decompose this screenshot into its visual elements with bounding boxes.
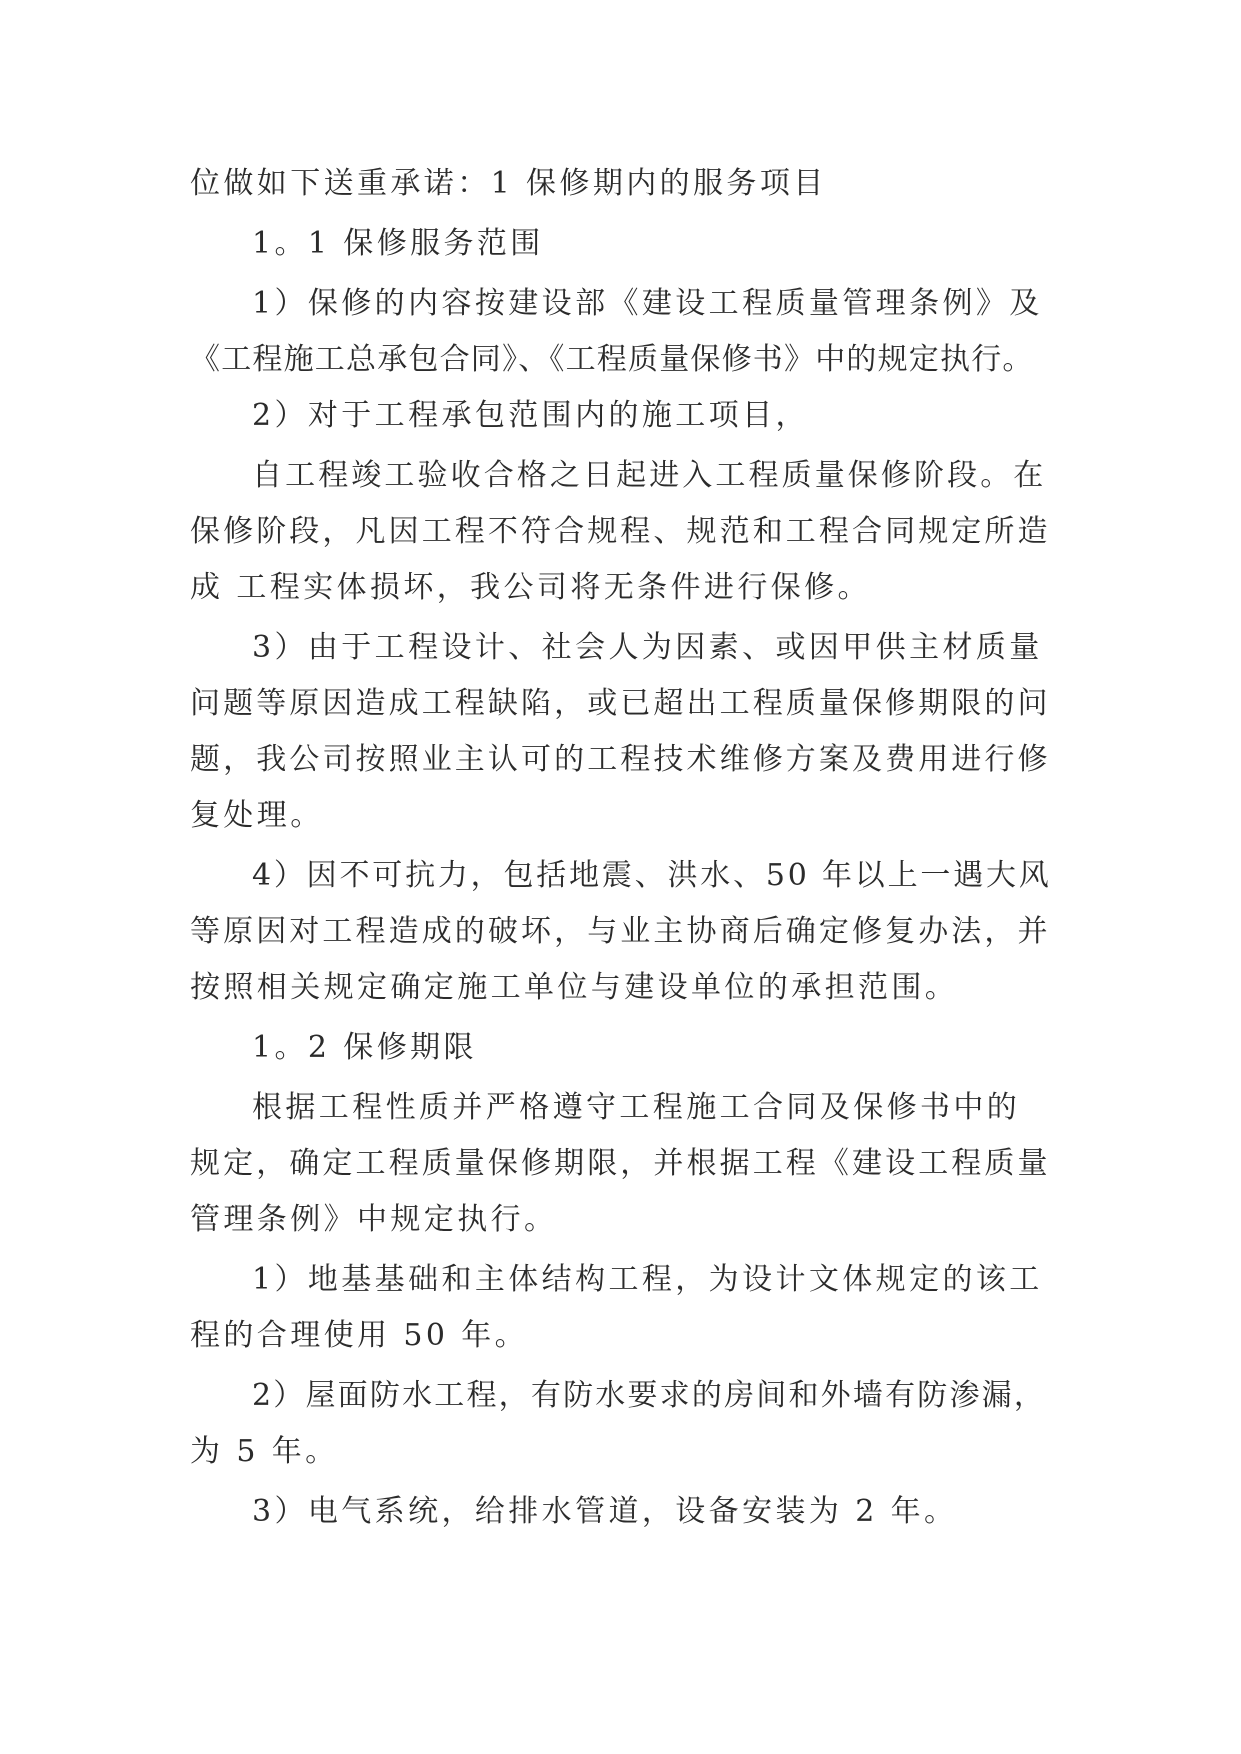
text-line-21: 程的合理使用 50 年。 bbox=[190, 1318, 529, 1353]
text-line-23: 为 5 年。 bbox=[190, 1434, 339, 1469]
text-line-20: 1）地基基础和主体结构工程，为设计文体规定的该工 bbox=[252, 1262, 1043, 1297]
text-line-24: 3）电气系统，给排水管道，设备安装为 2 年。 bbox=[252, 1494, 958, 1529]
text-line-8: 成 工程实体损坏，我公司将无条件进行保修。 bbox=[190, 570, 871, 605]
text-line-13: 4）因不可抗力，包括地震、洪水、50 年以上一遇大风 bbox=[252, 858, 1052, 893]
text-line-15: 按照相关规定确定施工单位与建设单位的承担范围。 bbox=[190, 970, 959, 1005]
text-line-10: 问题等原因造成工程缺陷，或已超出工程质量保修期限的问 bbox=[190, 686, 1051, 721]
text-line-18: 规定，确定工程质量保修期限，并根据工程《建设工程质量 bbox=[190, 1146, 1051, 1181]
text-line-1: 位做如下送重承诺：1 保修期内的服务项目 bbox=[190, 166, 827, 201]
text-line-3: 1）保修的内容按建设部《建设工程质量管理条例》及 bbox=[252, 286, 1043, 321]
text-line-7: 保修阶段，凡因工程不符合规程、规范和工程合同规定所造 bbox=[190, 514, 1051, 549]
section-heading-1-1: 1。1 保修服务范围 bbox=[252, 226, 544, 261]
text-line-22: 2）屋面防水工程，有防水要求的房间和外墙有防渗漏， bbox=[252, 1378, 1047, 1413]
section-heading-1-2: 1。2 保修期限 bbox=[252, 1030, 477, 1065]
text-line-6: 自工程竣工验收合格之日起进入工程质量保修阶段。在 bbox=[252, 458, 1047, 493]
text-line-17: 根据工程性质并严格遵守工程施工合同及保修书中的 bbox=[252, 1090, 1021, 1125]
text-line-12: 复处理。 bbox=[190, 798, 324, 833]
text-line-5: 2）对于工程承包范围内的施工项目， bbox=[252, 398, 809, 433]
text-line-14: 等原因对工程造成的破坏，与业主协商后确定修复办法，并 bbox=[190, 914, 1051, 949]
text-line-4: 《工程施工总承包合同》、《工程质量保修书》中的规定执行。 bbox=[190, 342, 1034, 377]
text-line-9: 3）由于工程设计、社会人为因素、或因甲供主材质量 bbox=[252, 630, 1043, 665]
text-line-11: 题，我公司按照业主认可的工程技术维修方案及费用进行修 bbox=[190, 742, 1051, 777]
text-line-19: 管理条例》中规定执行。 bbox=[190, 1202, 558, 1237]
